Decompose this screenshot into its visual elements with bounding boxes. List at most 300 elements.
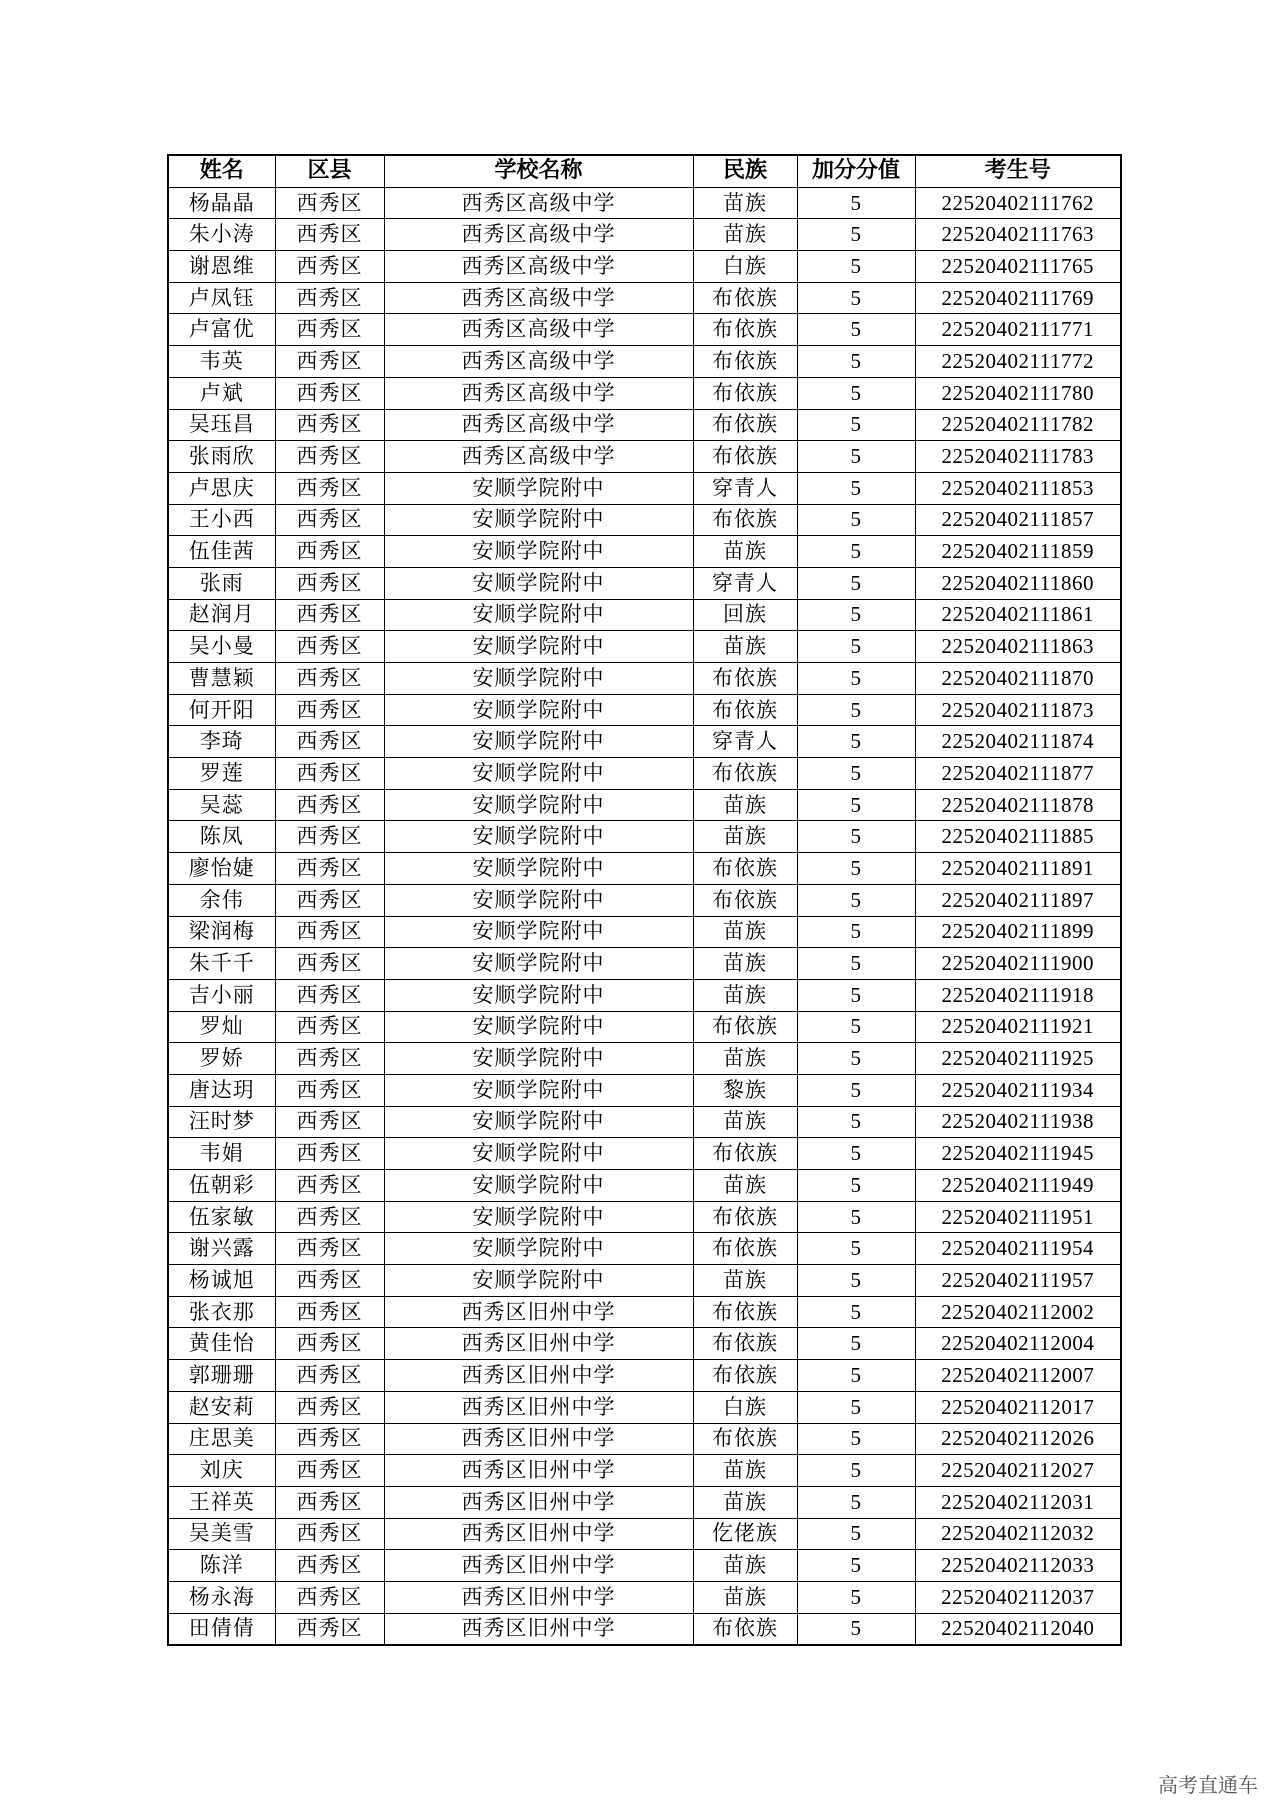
ethnicity-cell: 苗族	[693, 916, 797, 948]
school-cell: 安顺学院附中	[384, 1201, 693, 1233]
exam-number-cell: 22520402112007	[915, 1360, 1121, 1392]
student-name-cell: 李琦	[168, 726, 275, 758]
bonus-points-cell: 5	[797, 409, 915, 441]
exam-number-cell: 22520402111873	[915, 694, 1121, 726]
table-row	[168, 948, 1121, 980]
exam-number-cell: 22520402111853	[915, 472, 1121, 504]
table-row	[168, 377, 1121, 409]
table-row	[168, 536, 1121, 568]
ethnicity-cell: 布依族	[693, 282, 797, 314]
bonus-points-cell: 5	[797, 567, 915, 599]
county-cell: 西秀区	[275, 1074, 384, 1106]
school-cell: 西秀区高级中学	[384, 441, 693, 473]
student-name-cell: 陈洋	[168, 1550, 275, 1582]
bonus-points-cell: 5	[797, 1170, 915, 1202]
bonus-points-cell: 5	[797, 314, 915, 346]
bonus-points-cell: 5	[797, 377, 915, 409]
student-name-cell: 韦娟	[168, 1138, 275, 1170]
student-name-cell: 黄佳怡	[168, 1328, 275, 1360]
county-cell: 西秀区	[275, 441, 384, 473]
county-cell: 西秀区	[275, 1613, 384, 1645]
exam-number-cell: 22520402111772	[915, 346, 1121, 378]
school-cell: 安顺学院附中	[384, 504, 693, 536]
table-row	[168, 1043, 1121, 1075]
table-row	[168, 1233, 1121, 1265]
bonus-points-cell: 5	[797, 1391, 915, 1423]
student-name-cell: 罗灿	[168, 1011, 275, 1043]
exam-number-cell: 22520402112033	[915, 1550, 1121, 1582]
school-cell: 安顺学院附中	[384, 631, 693, 663]
county-cell: 西秀区	[275, 726, 384, 758]
county-cell: 西秀区	[275, 314, 384, 346]
county-cell: 西秀区	[275, 1011, 384, 1043]
exam-number-cell: 22520402111954	[915, 1233, 1121, 1265]
bonus-points-cell: 5	[797, 1423, 915, 1455]
student-name-cell: 杨诚旭	[168, 1265, 275, 1297]
ethnicity-cell: 布依族	[693, 758, 797, 790]
bonus-points-cell: 5	[797, 663, 915, 695]
bonus-points-cell: 5	[797, 1455, 915, 1487]
county-cell: 西秀区	[275, 1518, 384, 1550]
school-cell: 安顺学院附中	[384, 1043, 693, 1075]
county-cell: 西秀区	[275, 1423, 384, 1455]
student-name-cell: 罗娇	[168, 1043, 275, 1075]
school-cell: 安顺学院附中	[384, 726, 693, 758]
table-header-row	[168, 155, 1121, 187]
exam-number-cell: 22520402111918	[915, 979, 1121, 1011]
school-cell: 西秀区旧州中学	[384, 1391, 693, 1423]
bonus-points-cell: 5	[797, 187, 915, 219]
exam-number-cell: 22520402111765	[915, 251, 1121, 283]
student-name-cell: 何开阳	[168, 694, 275, 726]
school-cell: 安顺学院附中	[384, 1233, 693, 1265]
county-cell: 西秀区	[275, 758, 384, 790]
school-cell: 安顺学院附中	[384, 916, 693, 948]
county-cell: 西秀区	[275, 1455, 384, 1487]
student-name-cell: 伍佳茜	[168, 536, 275, 568]
bonus-points-cell: 5	[797, 1106, 915, 1138]
county-cell: 西秀区	[275, 282, 384, 314]
school-cell: 西秀区旧州中学	[384, 1518, 693, 1550]
ethnicity-cell: 布依族	[693, 1613, 797, 1645]
bonus-points-cell: 5	[797, 1581, 915, 1613]
school-cell: 西秀区旧州中学	[384, 1423, 693, 1455]
school-cell: 西秀区旧州中学	[384, 1486, 693, 1518]
county-cell: 西秀区	[275, 884, 384, 916]
student-name-cell: 曹慧颖	[168, 663, 275, 695]
exam-number-cell: 22520402112004	[915, 1328, 1121, 1360]
county-cell: 西秀区	[275, 472, 384, 504]
ethnicity-cell: 布依族	[693, 314, 797, 346]
school-cell: 安顺学院附中	[384, 758, 693, 790]
bonus-points-cell: 5	[797, 346, 915, 378]
student-name-cell: 伍家敏	[168, 1201, 275, 1233]
table-row	[168, 1201, 1121, 1233]
student-name-cell: 杨晶晶	[168, 187, 275, 219]
school-cell: 安顺学院附中	[384, 979, 693, 1011]
exam-number-cell: 22520402112037	[915, 1581, 1121, 1613]
student-name-cell: 汪时梦	[168, 1106, 275, 1138]
ethnicity-cell: 布依族	[693, 694, 797, 726]
county-cell: 西秀区	[275, 1106, 384, 1138]
student-bonus-table	[167, 154, 1122, 1646]
table-row	[168, 1074, 1121, 1106]
ethnicity-cell: 布依族	[693, 884, 797, 916]
student-name-cell: 赵润月	[168, 599, 275, 631]
table-row	[168, 884, 1121, 916]
ethnicity-cell: 苗族	[693, 1581, 797, 1613]
county-cell: 西秀区	[275, 821, 384, 853]
school-cell: 安顺学院附中	[384, 1138, 693, 1170]
table-row	[168, 631, 1121, 663]
table-row	[168, 409, 1121, 441]
student-name-cell: 吴美雪	[168, 1518, 275, 1550]
ethnicity-cell: 布依族	[693, 663, 797, 695]
bonus-points-cell: 5	[797, 1043, 915, 1075]
exam-number-cell: 22520402112032	[915, 1518, 1121, 1550]
bonus-points-cell: 5	[797, 536, 915, 568]
exam-number-cell: 22520402111921	[915, 1011, 1121, 1043]
ethnicity-cell: 白族	[693, 251, 797, 283]
table-row	[168, 1391, 1121, 1423]
bonus-points-cell: 5	[797, 282, 915, 314]
exam-number-cell: 22520402111769	[915, 282, 1121, 314]
ethnicity-cell: 布依族	[693, 1138, 797, 1170]
ethnicity-cell: 仡佬族	[693, 1518, 797, 1550]
county-cell: 西秀区	[275, 1391, 384, 1423]
student-name-cell: 余伟	[168, 884, 275, 916]
student-name-cell: 梁润梅	[168, 916, 275, 948]
table-row	[168, 758, 1121, 790]
table-row	[168, 1138, 1121, 1170]
county-cell: 西秀区	[275, 979, 384, 1011]
student-name-cell: 朱小涛	[168, 219, 275, 251]
ethnicity-cell: 布依族	[693, 853, 797, 885]
exam-number-cell: 22520402111857	[915, 504, 1121, 536]
school-cell: 西秀区高级中学	[384, 314, 693, 346]
school-cell: 西秀区高级中学	[384, 219, 693, 251]
student-name-cell: 张衣那	[168, 1296, 275, 1328]
county-cell: 西秀区	[275, 1138, 384, 1170]
ethnicity-cell: 布依族	[693, 1360, 797, 1392]
header-name: 姓名	[168, 155, 275, 187]
student-name-cell: 吴小曼	[168, 631, 275, 663]
county-cell: 西秀区	[275, 1328, 384, 1360]
table-row	[168, 567, 1121, 599]
ethnicity-cell: 苗族	[693, 1170, 797, 1202]
student-name-cell: 庄思美	[168, 1423, 275, 1455]
ethnicity-cell: 苗族	[693, 1486, 797, 1518]
exam-number-cell: 22520402111900	[915, 948, 1121, 980]
exam-number-cell: 22520402111877	[915, 758, 1121, 790]
county-cell: 西秀区	[275, 631, 384, 663]
county-cell: 西秀区	[275, 1201, 384, 1233]
student-name-cell: 杨永海	[168, 1581, 275, 1613]
bonus-points-cell: 5	[797, 948, 915, 980]
exam-number-cell: 22520402112031	[915, 1486, 1121, 1518]
county-cell: 西秀区	[275, 536, 384, 568]
school-cell: 安顺学院附中	[384, 821, 693, 853]
table-row	[168, 314, 1121, 346]
county-cell: 西秀区	[275, 1550, 384, 1582]
bonus-points-cell: 5	[797, 631, 915, 663]
student-name-cell: 王小西	[168, 504, 275, 536]
table-row	[168, 1455, 1121, 1487]
ethnicity-cell: 苗族	[693, 219, 797, 251]
school-cell: 西秀区旧州中学	[384, 1613, 693, 1645]
student-name-cell: 王祥英	[168, 1486, 275, 1518]
bonus-points-cell: 5	[797, 599, 915, 631]
table-row	[168, 219, 1121, 251]
school-cell: 西秀区旧州中学	[384, 1328, 693, 1360]
bonus-points-cell: 5	[797, 504, 915, 536]
exam-number-cell: 22520402111874	[915, 726, 1121, 758]
student-name-cell: 卢思庆	[168, 472, 275, 504]
student-name-cell: 唐达玥	[168, 1074, 275, 1106]
school-cell: 西秀区高级中学	[384, 377, 693, 409]
ethnicity-cell: 苗族	[693, 187, 797, 219]
county-cell: 西秀区	[275, 251, 384, 283]
school-cell: 安顺学院附中	[384, 1170, 693, 1202]
ethnicity-cell: 苗族	[693, 1265, 797, 1297]
county-cell: 西秀区	[275, 694, 384, 726]
table-row	[168, 726, 1121, 758]
exam-number-cell: 22520402111859	[915, 536, 1121, 568]
school-cell: 西秀区旧州中学	[384, 1581, 693, 1613]
school-cell: 安顺学院附中	[384, 789, 693, 821]
ethnicity-cell: 苗族	[693, 1106, 797, 1138]
footer-brand-watermark: 高考直通车	[1158, 1773, 1258, 1797]
bonus-points-cell: 5	[797, 219, 915, 251]
table-row	[168, 441, 1121, 473]
exam-number-cell: 22520402111771	[915, 314, 1121, 346]
exam-number-cell: 22520402112027	[915, 1455, 1121, 1487]
ethnicity-cell: 苗族	[693, 789, 797, 821]
county-cell: 西秀区	[275, 377, 384, 409]
school-cell: 安顺学院附中	[384, 599, 693, 631]
table-row	[168, 916, 1121, 948]
student-name-cell: 卢斌	[168, 377, 275, 409]
student-name-cell: 郭珊珊	[168, 1360, 275, 1392]
school-cell: 安顺学院附中	[384, 853, 693, 885]
county-cell: 西秀区	[275, 663, 384, 695]
table-row	[168, 789, 1121, 821]
school-cell: 西秀区高级中学	[384, 409, 693, 441]
exam-number-cell: 22520402111897	[915, 884, 1121, 916]
ethnicity-cell: 苗族	[693, 536, 797, 568]
student-name-cell: 陈凤	[168, 821, 275, 853]
school-cell: 安顺学院附中	[384, 536, 693, 568]
table-row	[168, 1011, 1121, 1043]
school-cell: 安顺学院附中	[384, 1265, 693, 1297]
student-name-cell: 吉小丽	[168, 979, 275, 1011]
table-row	[168, 1170, 1121, 1202]
student-name-cell: 田倩倩	[168, 1613, 275, 1645]
ethnicity-cell: 布依族	[693, 346, 797, 378]
student-name-cell: 张雨欣	[168, 441, 275, 473]
exam-number-cell: 22520402111782	[915, 409, 1121, 441]
table-row	[168, 853, 1121, 885]
bonus-points-cell: 5	[797, 758, 915, 790]
table-row	[168, 1265, 1121, 1297]
table-row	[168, 1550, 1121, 1582]
ethnicity-cell: 白族	[693, 1391, 797, 1423]
student-name-cell: 罗莲	[168, 758, 275, 790]
ethnicity-cell: 布依族	[693, 409, 797, 441]
table-row	[168, 504, 1121, 536]
school-cell: 西秀区旧州中学	[384, 1360, 693, 1392]
exam-number-cell: 22520402111860	[915, 567, 1121, 599]
bonus-points-cell: 5	[797, 821, 915, 853]
bonus-points-cell: 5	[797, 251, 915, 283]
bonus-points-cell: 5	[797, 1296, 915, 1328]
bonus-points-cell: 5	[797, 1233, 915, 1265]
student-name-cell: 朱千千	[168, 948, 275, 980]
bonus-points-cell: 5	[797, 1613, 915, 1645]
county-cell: 西秀区	[275, 1233, 384, 1265]
table-row	[168, 1296, 1121, 1328]
table-body	[168, 187, 1121, 1645]
bonus-points-cell: 5	[797, 472, 915, 504]
student-name-cell: 刘庆	[168, 1455, 275, 1487]
exam-number-cell: 22520402111885	[915, 821, 1121, 853]
county-cell: 西秀区	[275, 567, 384, 599]
school-cell: 西秀区旧州中学	[384, 1296, 693, 1328]
bonus-points-cell: 5	[797, 1360, 915, 1392]
student-name-cell: 吴蕊	[168, 789, 275, 821]
ethnicity-cell: 布依族	[693, 1296, 797, 1328]
county-cell: 西秀区	[275, 219, 384, 251]
student-name-cell: 吴珏昌	[168, 409, 275, 441]
table-row	[168, 1423, 1121, 1455]
school-cell: 安顺学院附中	[384, 948, 693, 980]
student-name-cell: 卢富优	[168, 314, 275, 346]
header-school: 学校名称	[384, 155, 693, 187]
ethnicity-cell: 布依族	[693, 441, 797, 473]
header-bonus-points: 加分分值	[797, 155, 915, 187]
bonus-points-cell: 5	[797, 853, 915, 885]
bonus-points-cell: 5	[797, 1201, 915, 1233]
school-cell: 安顺学院附中	[384, 1106, 693, 1138]
exam-number-cell: 22520402111934	[915, 1074, 1121, 1106]
bonus-points-cell: 5	[797, 1265, 915, 1297]
bonus-points-cell: 5	[797, 1550, 915, 1582]
county-cell: 西秀区	[275, 1486, 384, 1518]
bonus-points-cell: 5	[797, 1138, 915, 1170]
exam-number-cell: 22520402111945	[915, 1138, 1121, 1170]
ethnicity-cell: 布依族	[693, 1201, 797, 1233]
school-cell: 西秀区高级中学	[384, 187, 693, 219]
exam-number-cell: 22520402111949	[915, 1170, 1121, 1202]
table-row	[168, 472, 1121, 504]
school-cell: 安顺学院附中	[384, 663, 693, 695]
county-cell: 西秀区	[275, 1360, 384, 1392]
school-cell: 安顺学院附中	[384, 472, 693, 504]
student-name-cell: 赵安莉	[168, 1391, 275, 1423]
ethnicity-cell: 穿青人	[693, 567, 797, 599]
bonus-points-cell: 5	[797, 979, 915, 1011]
exam-number-cell: 22520402111780	[915, 377, 1121, 409]
county-cell: 西秀区	[275, 1296, 384, 1328]
school-cell: 西秀区旧州中学	[384, 1550, 693, 1582]
exam-number-cell: 22520402111783	[915, 441, 1121, 473]
school-cell: 西秀区高级中学	[384, 346, 693, 378]
school-cell: 安顺学院附中	[384, 1074, 693, 1106]
bonus-points-cell: 5	[797, 789, 915, 821]
ethnicity-cell: 苗族	[693, 979, 797, 1011]
county-cell: 西秀区	[275, 853, 384, 885]
exam-number-cell: 22520402112040	[915, 1613, 1121, 1645]
ethnicity-cell: 布依族	[693, 1423, 797, 1455]
header-county: 区县	[275, 155, 384, 187]
bonus-points-cell: 5	[797, 1328, 915, 1360]
county-cell: 西秀区	[275, 409, 384, 441]
county-cell: 西秀区	[275, 916, 384, 948]
student-name-cell: 韦英	[168, 346, 275, 378]
student-name-cell: 张雨	[168, 567, 275, 599]
ethnicity-cell: 穿青人	[693, 472, 797, 504]
header-exam-number: 考生号	[915, 155, 1121, 187]
table-row	[168, 694, 1121, 726]
school-cell: 安顺学院附中	[384, 1011, 693, 1043]
student-name-cell: 廖怡婕	[168, 853, 275, 885]
county-cell: 西秀区	[275, 1265, 384, 1297]
table-row	[168, 187, 1121, 219]
student-name-cell: 谢兴露	[168, 1233, 275, 1265]
ethnicity-cell: 布依族	[693, 1011, 797, 1043]
exam-number-cell: 22520402111861	[915, 599, 1121, 631]
table-row	[168, 251, 1121, 283]
table-row	[168, 282, 1121, 314]
county-cell: 西秀区	[275, 948, 384, 980]
exam-number-cell: 22520402111891	[915, 853, 1121, 885]
exam-number-cell: 22520402111870	[915, 663, 1121, 695]
ethnicity-cell: 黎族	[693, 1074, 797, 1106]
exam-number-cell: 22520402112002	[915, 1296, 1121, 1328]
table-row	[168, 599, 1121, 631]
student-name-cell: 卢凤钰	[168, 282, 275, 314]
school-cell: 西秀区高级中学	[384, 282, 693, 314]
ethnicity-cell: 苗族	[693, 1455, 797, 1487]
county-cell: 西秀区	[275, 504, 384, 536]
school-cell: 西秀区高级中学	[384, 251, 693, 283]
county-cell: 西秀区	[275, 187, 384, 219]
exam-number-cell: 22520402111863	[915, 631, 1121, 663]
exam-number-cell: 22520402112017	[915, 1391, 1121, 1423]
school-cell: 西秀区旧州中学	[384, 1455, 693, 1487]
county-cell: 西秀区	[275, 1170, 384, 1202]
bonus-points-cell: 5	[797, 726, 915, 758]
table-row	[168, 1360, 1121, 1392]
bonus-points-cell: 5	[797, 1011, 915, 1043]
county-cell: 西秀区	[275, 789, 384, 821]
school-cell: 安顺学院附中	[384, 694, 693, 726]
ethnicity-cell: 苗族	[693, 948, 797, 980]
ethnicity-cell: 苗族	[693, 1550, 797, 1582]
table-row	[168, 346, 1121, 378]
exam-number-cell: 22520402111763	[915, 219, 1121, 251]
bonus-points-cell: 5	[797, 884, 915, 916]
county-cell: 西秀区	[275, 1043, 384, 1075]
table-row	[168, 821, 1121, 853]
school-cell: 安顺学院附中	[384, 884, 693, 916]
table-row	[168, 1486, 1121, 1518]
student-name-cell: 伍朝彩	[168, 1170, 275, 1202]
table-row	[168, 1106, 1121, 1138]
bonus-points-cell: 5	[797, 916, 915, 948]
exam-number-cell: 22520402111938	[915, 1106, 1121, 1138]
bonus-points-cell: 5	[797, 1486, 915, 1518]
